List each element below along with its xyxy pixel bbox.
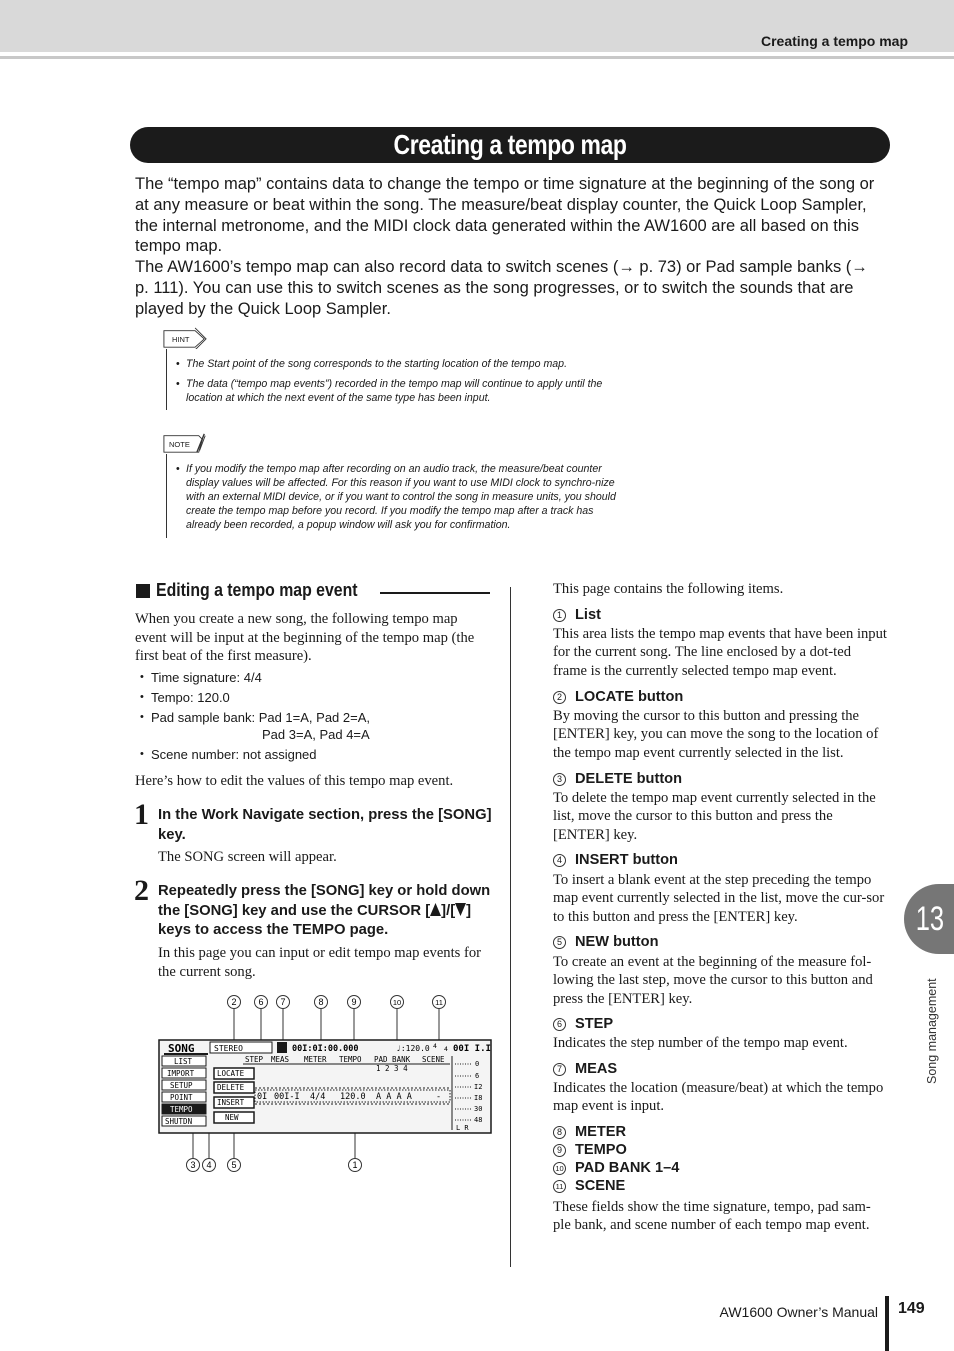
step-number-2: 2 <box>134 874 149 907</box>
callout-bottom-1 <box>349 1159 362 1172</box>
cursor-up-icon <box>430 903 441 916</box>
default-item: • Pad sample bank: Pad 1=A, Pad 2=A, Pad 3=A, Pad 4=A <box>140 709 500 743</box>
footer-manual-title: AW1600 Owner’s Manual <box>719 1304 878 1320</box>
callout-bottom-4 <box>203 1159 216 1172</box>
hint-rule <box>166 349 167 410</box>
item-body-locate: By moving the cursor to this button and pressing the [ENTER] key, you can move the song to the location of the tempo map event currently selected in the list. <box>553 708 879 761</box>
svg-text:LIST: LIST <box>174 1057 193 1066</box>
hint-box <box>160 327 630 410</box>
default-item: • Scene number: not assigned <box>140 746 500 763</box>
svg-text:TEMPO: TEMPO <box>170 1105 193 1114</box>
svg-text:1 2 3 4: 1 2 3 4 <box>376 1064 408 1073</box>
callout-top-6 <box>255 996 268 1009</box>
svg-text:4/4: 4/4 <box>310 1092 326 1102</box>
svg-text:PAD BANK: PAD BANK <box>374 1055 411 1064</box>
svg-text:DELETE: DELETE <box>217 1083 245 1092</box>
footer-bar <box>885 1296 889 1351</box>
item-head-tempo: 9 TEMPO <box>553 1142 627 1158</box>
svg-text:00I:0I:00.000: 00I:0I:00.000 <box>292 1044 359 1054</box>
svg-text:2: 2 <box>231 997 237 1007</box>
items-lead: This page contains the following items. <box>553 581 784 597</box>
svg-text:STEREO: STEREO <box>214 1044 243 1053</box>
column-separator <box>510 587 511 1267</box>
svg-text:L R: L R <box>456 1124 469 1132</box>
svg-text:IMPORT: IMPORT <box>167 1069 195 1078</box>
cursor-down-icon <box>455 903 466 916</box>
step-2-desc: In this page you can input or edit tempo map events for the current song. <box>158 945 482 980</box>
tempo-screen-figure <box>150 990 500 1180</box>
callout-bottom-3 <box>187 1159 200 1172</box>
svg-text:STEP: STEP <box>245 1055 264 1064</box>
item-body-fields: These fields show the time signature, tempo, pad sam-ple bank, and scene number of each tempo map event. <box>553 1199 871 1234</box>
svg-text:SETUP: SETUP <box>170 1081 193 1090</box>
svg-text:120.0: 120.0 <box>340 1092 366 1102</box>
callout-top-10 <box>391 996 404 1009</box>
svg-text:4: 4 <box>206 1160 212 1170</box>
svg-text:SONG: SONG <box>168 1042 195 1055</box>
item-head-meter: 8 METER <box>553 1124 626 1140</box>
page-title-bar <box>130 127 890 163</box>
item-body-meas: Indicates the location (measure/beat) at which the tempo map event is input. <box>553 1080 884 1115</box>
svg-text:5: 5 <box>231 1160 237 1170</box>
note-rule <box>166 454 167 538</box>
item-head-delete: 3 DELETE button <box>553 771 682 787</box>
item-head-locate: 2 LOCATE button <box>553 689 683 705</box>
item-head-scene: 11 SCENE <box>553 1178 625 1194</box>
callout-top-11 <box>433 996 446 1009</box>
default-item: • Tempo: 120.0 <box>140 689 500 706</box>
svg-text:11: 11 <box>435 998 443 1007</box>
svg-text:1: 1 <box>352 1160 358 1170</box>
svg-text:SHUTDN: SHUTDN <box>165 1117 193 1126</box>
svg-text:30: 30 <box>474 1105 483 1113</box>
svg-text:NEW: NEW <box>225 1113 239 1122</box>
note-label: NOTE <box>169 440 190 449</box>
svg-text:-: - <box>436 1092 442 1102</box>
step-2-text: Repeatedly press the [SONG] key or hold down the [SONG] key and use the CURSOR [ ]/[ ] keys to access the TEMPO page. <box>158 883 491 938</box>
item-head-step: 6 STEP <box>553 1016 613 1032</box>
svg-text:00I-I: 00I-I <box>274 1092 300 1102</box>
chapter-tab: 13 <box>904 884 954 954</box>
howto-text: Here’s how to edit the values of this tempo map event. <box>135 773 454 789</box>
svg-text:0: 0 <box>475 1060 480 1068</box>
section-rule <box>380 592 490 594</box>
hint-item: • The data (“tempo map events”) recorded in the tempo map will continue to apply until the location at which the next event of the same type has been input. <box>176 377 630 405</box>
svg-text:00I I.I: 00I I.I <box>453 1044 491 1054</box>
hint-list <box>176 357 630 411</box>
item-head-new: 5 NEW button <box>553 934 658 950</box>
chapter-label: Song management <box>925 978 939 1084</box>
svg-text:A A A A: A A A A <box>376 1092 412 1102</box>
svg-text:4: 4 <box>444 1045 448 1053</box>
svg-text:LOCATE: LOCATE <box>217 1069 245 1078</box>
item-body-delete: To delete the tempo map event currently selected in the list, move the cursor to this button and press the [ENTER] key. <box>553 790 876 843</box>
callout-top-2 <box>228 996 241 1009</box>
running-head: Creating a tempo map <box>760 33 908 49</box>
svg-text:6: 6 <box>475 1072 480 1080</box>
svg-text:METER: METER <box>304 1055 327 1064</box>
tempo-screen-svg <box>150 990 500 1180</box>
step-1-text: In the Work Navigate section, press the [SONG] key. <box>158 807 492 843</box>
item-head-list: 1 List <box>553 607 601 623</box>
hint-label: HINT <box>172 335 190 344</box>
item-body-insert: To insert a blank event at the step preceding the tempo map event currently selected in the list, move the cur-sor to this button and press the [ENTER] key. <box>553 872 885 925</box>
page-title: Creating a tempo map <box>393 129 627 160</box>
svg-text:4: 4 <box>433 1042 437 1050</box>
svg-text:10: 10 <box>392 998 402 1007</box>
svg-text:TEMPO: TEMPO <box>339 1055 362 1064</box>
callout-top-7 <box>277 996 290 1009</box>
callout-top-8 <box>315 996 328 1009</box>
page-number: 149 <box>898 1300 925 1317</box>
section-square-icon <box>136 584 150 598</box>
intro-paragraph-1: The “tempo map” contains data to change the tempo or time signature at the beginning of the song or at any measure or beat within the song. The measure/beat display counter, the Quick Loop Sampler, the internal metronome, and the MIDI clock data generated within the AW1600 are all based on this tempo map. <box>135 175 875 256</box>
svg-text:3: 3 <box>190 1160 196 1170</box>
note-item: • If you modify the tempo map after recording on an audio track, the measure/beat counter display values will be affected. For this reason if you want to use MIDI clock to synchro-nize with an external MIDI device, or if you want to control the song in measure units, you should create the tempo map before you record. If you modify the tempo map after a track has already been recorded, a popup window will ask you for confirmation. <box>176 462 630 532</box>
svg-text:POINT: POINT <box>170 1093 193 1102</box>
note-list <box>176 462 630 538</box>
svg-text:I2: I2 <box>474 1083 483 1091</box>
callout-top-9 <box>348 996 361 1009</box>
intro-paragraph-2: The AW1600’s tempo map can also record data to switch scenes (→ p. 73) or Pad sample banks (→ p. 111). You can use this to switch scenes as the song progresses, or to switch the sounds that are played by the Quick Loop Sampler. <box>135 258 868 318</box>
section-intro: When you create a new song, the following tempo map event will be input at the beginning of the tempo map (the first beat of the first measure). <box>135 611 475 664</box>
svg-text:SCENE: SCENE <box>422 1055 445 1064</box>
item-body-list: This area lists the tempo map events that have been input for the current song. The line enclosed by a dot-ted frame is the currently selected tempo map event. <box>553 626 887 679</box>
svg-text:♩:120.0: ♩:120.0 <box>396 1044 430 1053</box>
intro-text <box>135 174 885 320</box>
svg-text:7: 7 <box>280 997 286 1007</box>
item-body-step: Indicates the step number of the tempo map event. <box>553 1035 848 1051</box>
svg-text:48: 48 <box>474 1116 483 1124</box>
section-heading: Editing a tempo map event <box>136 580 385 601</box>
item-head-meas: 7 MEAS <box>553 1061 617 1077</box>
callout-bottom-5 <box>228 1159 241 1172</box>
item-body-new: To create an event at the beginning of the measure fol-lowing the last step, move the cursor to this button and press the [ENTER] key. <box>553 954 873 1007</box>
item-head-insert: 4 INSERT button <box>553 852 678 868</box>
svg-text:9: 9 <box>351 997 357 1007</box>
svg-text:INSERT: INSERT <box>217 1098 245 1107</box>
default-item: • Time signature: 4/4 <box>140 669 500 686</box>
header-rule <box>0 56 954 59</box>
svg-text:6: 6 <box>258 997 264 1007</box>
item-head-padbank: 10 PAD BANK 1–4 <box>553 1160 679 1176</box>
svg-text:MEAS: MEAS <box>271 1055 290 1064</box>
note-box <box>160 432 630 538</box>
svg-text:8: 8 <box>318 997 324 1007</box>
step-1-desc: The SONG screen will appear. <box>158 849 337 865</box>
hint-item: • The Start point of the song corresponds to the starting location of the tempo map. <box>176 357 630 371</box>
step-number-1: 1 <box>134 798 149 831</box>
svg-text:I8: I8 <box>474 1094 483 1102</box>
svg-text:0I: 0I <box>257 1092 268 1102</box>
default-values-list <box>140 669 500 766</box>
